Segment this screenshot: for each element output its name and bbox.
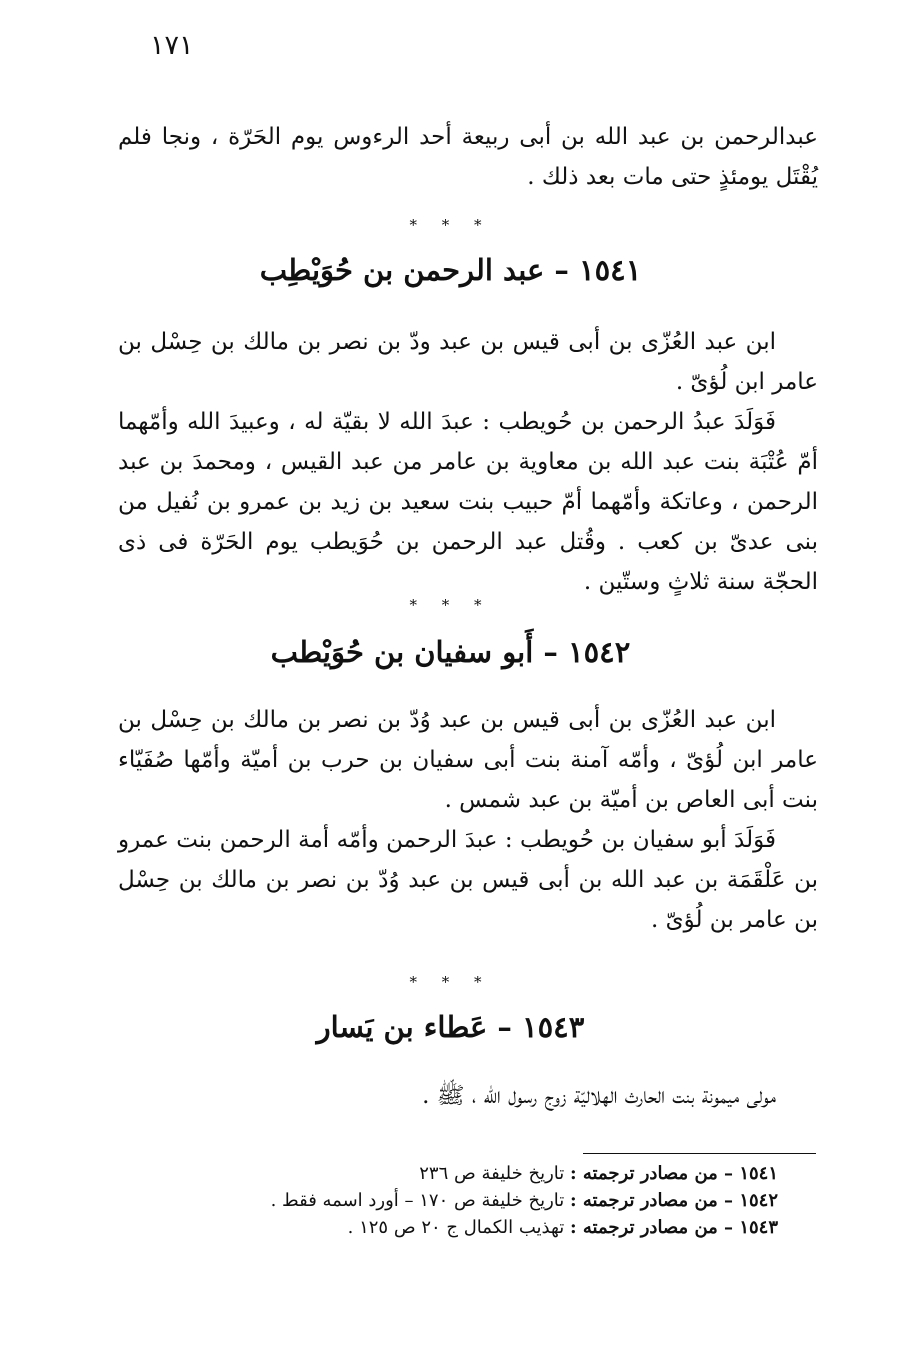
opening-text-block xyxy=(118,117,818,197)
page-number: ١٧١ xyxy=(150,30,194,61)
footnote-rule xyxy=(583,1153,816,1154)
entry-body-1542 xyxy=(118,700,818,940)
footnotes xyxy=(118,1160,778,1241)
entry-heading-1541: ١٥٤١ – عبد الرحمن بن حُوَيْطِب xyxy=(259,253,642,287)
entry-paragraph: مولى ميمونة بنت الحارث الهلاليّة زوج رسول الله ، ﷺ . xyxy=(422,1083,776,1109)
section-separator: * * * xyxy=(409,973,492,991)
footnote xyxy=(118,1214,778,1241)
footnote-lead: ١٥٤٢ – من مصادر ترجمته : xyxy=(570,1190,778,1211)
entry-paragraph: ابن عبد العُزّى بن أبى قيس بن عبد وُدّ بن نصر بن مالك بن حِسْل بن عامر ابن لُؤىّ ، وأمّه آمنة بنت أبى سفيان بن حرب بن أميّة وأمّها صُفَيّاء بنت أبى العاص بن أميّة بن عبد شمس . xyxy=(118,707,818,813)
footnote-text: تاريخ خليفة ص ١٧٠ – أورد اسمه فقط . xyxy=(270,1190,570,1211)
opening-paragraph: عبدالرحمن بن عبد الله بن أبى ربيعة أحد الرءوس يوم الحَرّة ، ونجا فلم يُقْتَل يومئذٍ حتى مات بعد ذلك . xyxy=(118,124,818,190)
footnote-text: تهذيب الكمال ج ٢٠ ص ١٢٥ . xyxy=(347,1217,570,1238)
entry-paragraph: فَوَلَدَ عبدُ الرحمن بن حُويطب : عبدَ الله لا بقيّة له ، وعبيدَ الله وأمّهما أمّ عُتْبَة بنت عبد الله بن معاوية بن عامر من عبد القيس ، ومحمدَ بن عبد الرحمن ، وعاتكة وأمّهما أمّ حبيب بنت سعيد بن زيد بن عمرو بن نُفيل من بنى عدىّ بن كعب . وقُتل عبد الرحمن بن حُوَيطب يوم الحَرّة فى ذى الحجّة سنة ثلاثٍ وستّين . xyxy=(118,409,818,595)
section-separator: * * * xyxy=(409,216,492,234)
entry-heading-1542: ١٥٤٢ – أَبو سفيان بن حُوَيْطب xyxy=(270,635,631,669)
entry-paragraph: فَوَلَدَ أبو سفيان بن حُويطب : عبدَ الرحمن وأمّه أمة الرحمن بنت عمرو بن عَلْقَمَة بن عبد الله بن أبى قيس بن عبد وُدّ بن نصر بن مالك بن حِسْل بن عامر بن لُؤىّ . xyxy=(118,827,818,933)
entry-body-1541 xyxy=(118,322,818,602)
footnote xyxy=(118,1187,778,1214)
footnote-lead: ١٥٤٣ – من مصادر ترجمته : xyxy=(570,1217,778,1238)
entry-body-1543 xyxy=(118,1076,818,1116)
entry-heading-1543: ١٥٤٣ – عَطاء بن يَسار xyxy=(316,1010,585,1044)
footnote xyxy=(118,1160,778,1187)
footnote-text: تاريخ خليفة ص ٢٣٦ xyxy=(419,1163,570,1184)
entry-paragraph: ابن عبد العُزّى بن أبى قيس بن عبد ودّ بن نصر بن مالك بن حِسْل بن عامر ابن لُؤىّ . xyxy=(118,329,818,395)
footnote-lead: ١٥٤١ – من مصادر ترجمته : xyxy=(570,1163,778,1184)
section-separator: * * * xyxy=(409,596,492,614)
